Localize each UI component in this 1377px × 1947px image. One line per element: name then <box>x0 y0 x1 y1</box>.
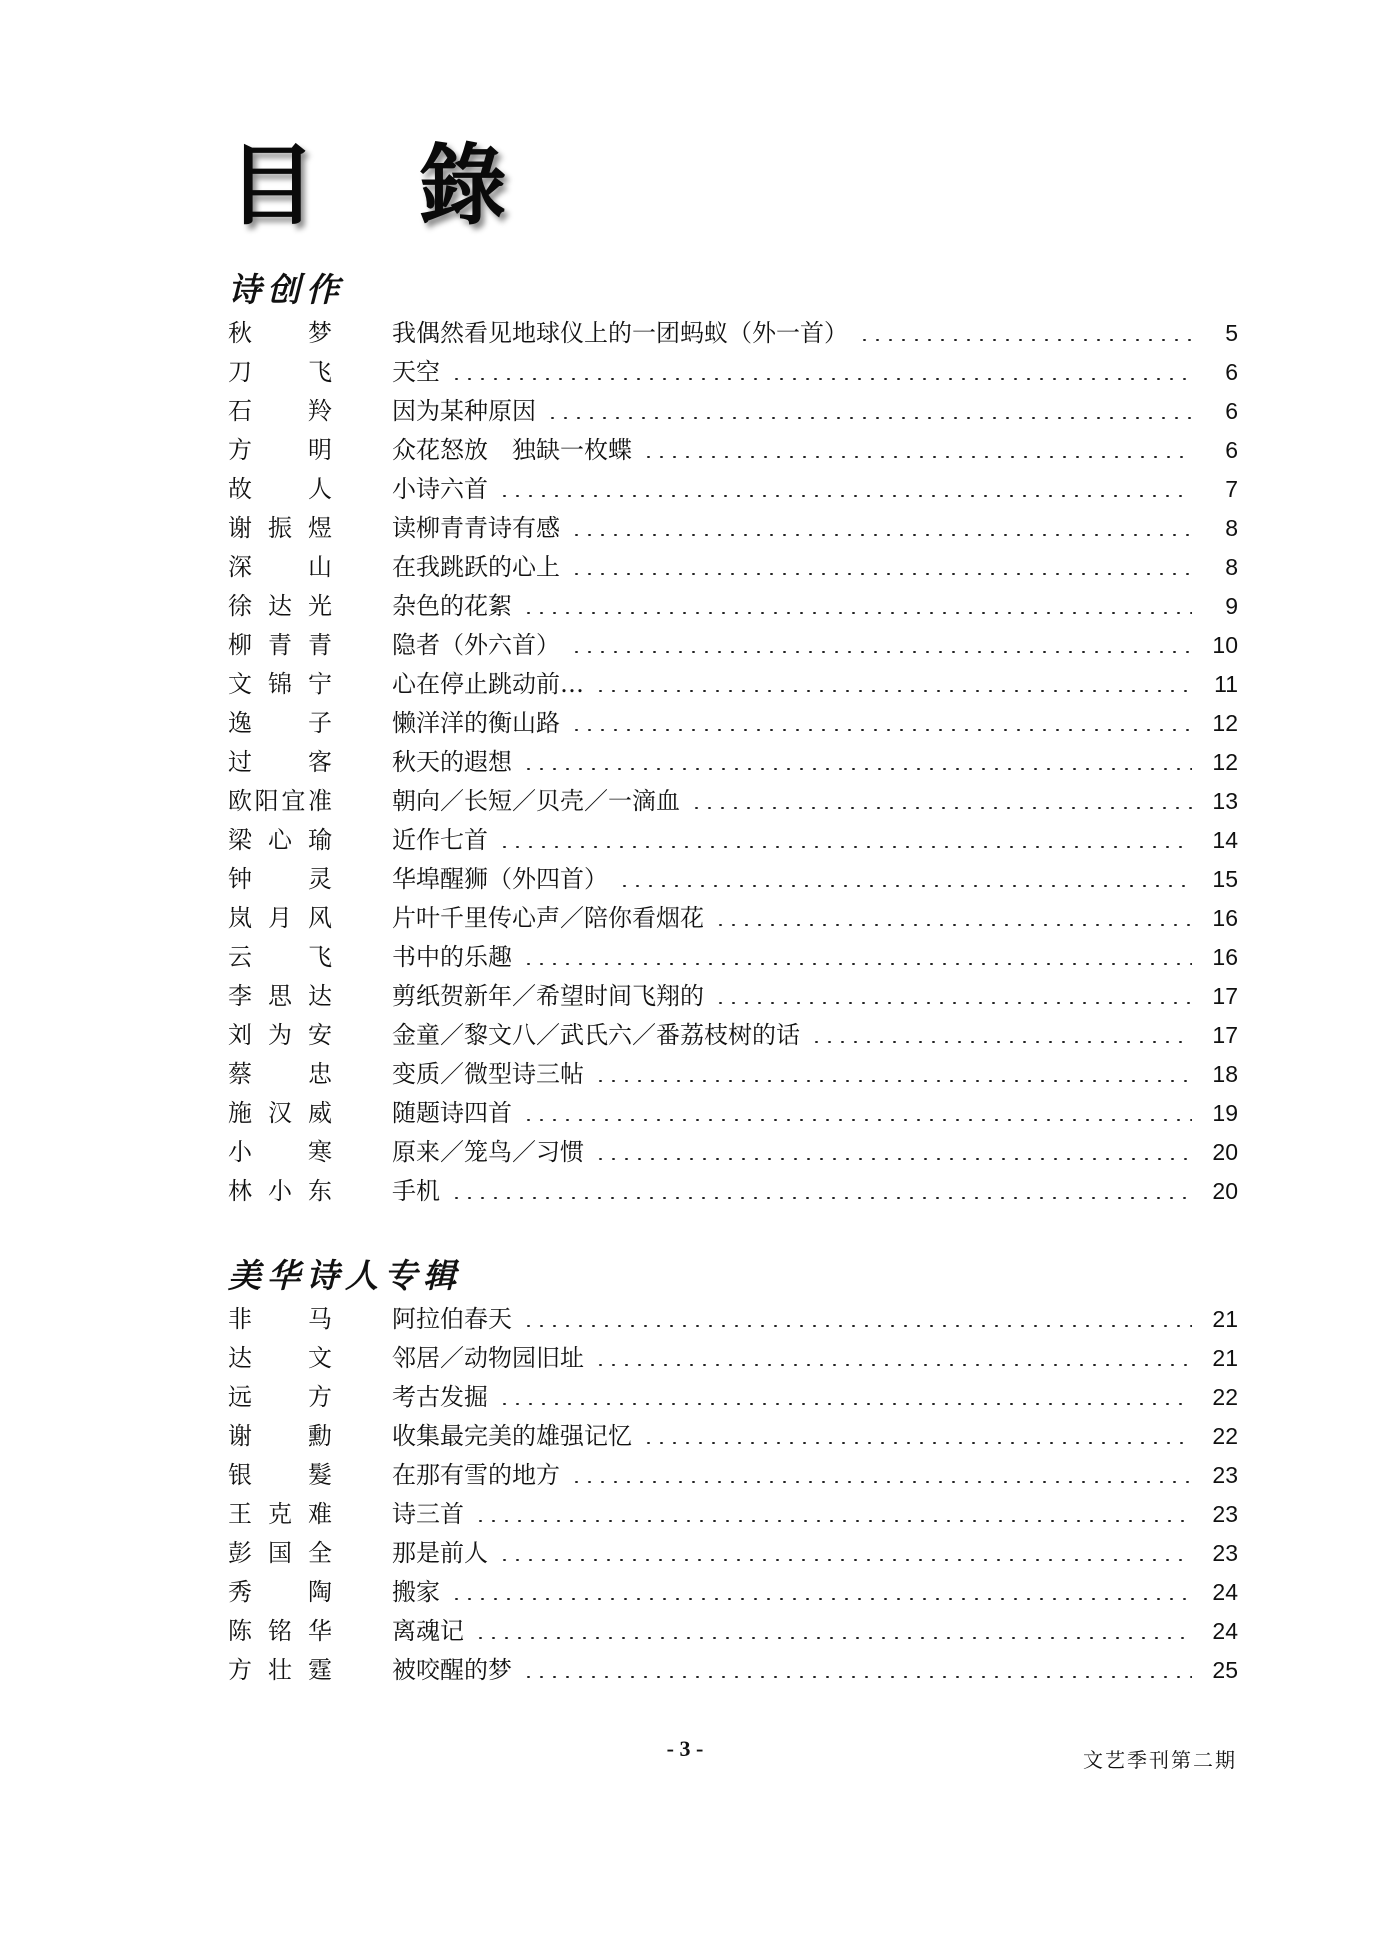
toc-work-wrap <box>392 1651 1198 1690</box>
dot-leader <box>810 1041 1192 1043</box>
toc-entry[interactable] <box>228 587 1238 626</box>
toc-entry[interactable] <box>228 353 1238 392</box>
toc-author: 刘为安 <box>228 1021 332 1049</box>
toc-work-title: 搬家 <box>392 1578 440 1606</box>
toc-work-wrap <box>392 1534 1198 1573</box>
dot-leader <box>690 807 1192 809</box>
toc-work-title: 阿拉伯春天 <box>392 1305 512 1333</box>
toc-entry[interactable] <box>228 314 1238 353</box>
toc-entry[interactable] <box>228 392 1238 431</box>
toc-author: 非马 <box>228 1305 332 1333</box>
toc-page-number: 8 <box>1225 515 1238 541</box>
toc-work-wrap <box>392 548 1198 587</box>
toc-work-title: 考古发掘 <box>392 1383 488 1411</box>
toc-work-title: 随题诗四首 <box>392 1099 512 1127</box>
toc-work-title: 收集最完美的雄强记忆 <box>392 1422 632 1450</box>
toc-author: 钟灵 <box>228 865 332 893</box>
toc-author: 李思达 <box>228 982 332 1010</box>
toc-work-title: 杂色的花絮 <box>392 592 512 620</box>
toc-page-number: 7 <box>1225 476 1238 502</box>
section-heading: 美华诗人专辑 <box>228 1256 462 1295</box>
toc-author: 谢振煜 <box>228 514 332 542</box>
toc-work-wrap <box>392 353 1198 392</box>
toc-entry[interactable] <box>228 1651 1238 1690</box>
toc-author: 柳青青 <box>228 631 332 659</box>
dot-leader <box>498 495 1192 497</box>
toc-page-number: 18 <box>1212 1061 1238 1087</box>
dot-leader <box>570 573 1192 575</box>
toc-work-wrap <box>392 860 1198 899</box>
toc-work-title: 在那有雪的地方 <box>392 1461 560 1489</box>
toc-page-number: 21 <box>1212 1306 1238 1332</box>
dot-leader <box>642 1442 1192 1444</box>
toc-author: 银髮 <box>228 1461 332 1489</box>
toc-author: 远方 <box>228 1383 332 1411</box>
toc-entry[interactable] <box>228 509 1238 548</box>
toc-entry[interactable] <box>228 470 1238 509</box>
dot-leader <box>522 1676 1192 1678</box>
toc-author: 秋梦 <box>228 319 332 347</box>
toc-list <box>228 1300 1238 1690</box>
toc-page-number: 15 <box>1212 866 1238 892</box>
toc-entry[interactable] <box>228 782 1238 821</box>
toc-page-number: 21 <box>1212 1345 1238 1371</box>
toc-work-wrap <box>392 704 1198 743</box>
dot-leader <box>570 534 1192 536</box>
toc-page-number: 25 <box>1212 1657 1238 1683</box>
dot-leader <box>522 1119 1192 1121</box>
toc-entry[interactable] <box>228 1300 1238 1339</box>
toc-work-wrap <box>392 509 1198 548</box>
toc-work-wrap <box>392 1339 1198 1378</box>
toc-page-number: 23 <box>1212 1540 1238 1566</box>
toc-entry[interactable] <box>228 431 1238 470</box>
toc-work-title: 诗三首 <box>392 1500 464 1528</box>
toc-entry[interactable] <box>228 626 1238 665</box>
toc-work-title: 秋天的遐想 <box>392 748 512 776</box>
toc-work-title: 变质／微型诗三帖 <box>392 1060 584 1088</box>
toc-work-wrap <box>392 743 1198 782</box>
toc-entry[interactable] <box>228 1612 1238 1651</box>
toc-page-number: 12 <box>1212 749 1238 775</box>
toc-author: 梁心瑜 <box>228 826 332 854</box>
dot-leader <box>522 963 1192 965</box>
toc-page-number: 17 <box>1212 1022 1238 1048</box>
toc-work-title: 邻居／动物园旧址 <box>392 1344 584 1372</box>
toc-work-wrap <box>392 314 1198 353</box>
dot-leader <box>570 651 1192 653</box>
toc-entry[interactable] <box>228 548 1238 587</box>
toc-page-number: 6 <box>1225 359 1238 385</box>
toc-author: 故人 <box>228 475 332 503</box>
dot-leader <box>522 1325 1192 1327</box>
toc-entry[interactable] <box>228 1172 1238 1211</box>
toc-page-number: 24 <box>1212 1618 1238 1644</box>
toc-author: 欧阳宜准 <box>228 787 332 815</box>
toc-work-title: 懒洋洋的衡山路 <box>392 709 560 737</box>
section-heading: 诗创作 <box>228 270 345 309</box>
toc-work-wrap <box>392 431 1198 470</box>
dot-leader <box>522 612 1192 614</box>
toc-author: 陈铭华 <box>228 1617 332 1645</box>
dot-leader <box>714 924 1192 926</box>
toc-entry[interactable] <box>228 1456 1238 1495</box>
toc-work-title: 被咬醒的梦 <box>392 1656 512 1684</box>
dot-leader <box>450 378 1192 380</box>
toc-author: 逸子 <box>228 709 332 737</box>
toc-author: 方壮霆 <box>228 1656 332 1684</box>
toc-entry[interactable] <box>228 1534 1238 1573</box>
toc-page-number: 20 <box>1212 1139 1238 1165</box>
toc-entry[interactable] <box>228 899 1238 938</box>
toc-work-title: 在我跳跃的心上 <box>392 553 560 581</box>
toc-work-title: 隐者（外六首） <box>392 631 560 659</box>
dot-leader <box>474 1637 1192 1639</box>
toc-page-number: 16 <box>1212 944 1238 970</box>
toc-work-title: 剪纸贺新年／希望时间飞翔的 <box>392 982 704 1010</box>
toc-page-number: 23 <box>1212 1462 1238 1488</box>
toc-work-wrap <box>392 782 1198 821</box>
toc-author: 深山 <box>228 553 332 581</box>
toc-section-us-poets <box>228 1254 1238 1690</box>
toc-work-title: 片叶千里传心声／陪你看烟花 <box>392 904 704 932</box>
toc-author: 蔡忠 <box>228 1060 332 1088</box>
dot-leader <box>618 885 1192 887</box>
dot-leader <box>570 1481 1192 1483</box>
toc-work-wrap <box>392 1573 1198 1612</box>
dot-leader <box>450 1197 1192 1199</box>
toc-work-wrap <box>392 1172 1198 1211</box>
toc-entry[interactable] <box>228 1378 1238 1417</box>
toc-author: 施汉威 <box>228 1099 332 1127</box>
toc-work-wrap <box>392 1495 1198 1534</box>
toc-author: 方明 <box>228 436 332 464</box>
toc-author: 石羚 <box>228 397 332 425</box>
dot-leader <box>498 1403 1192 1405</box>
toc-author: 小寒 <box>228 1138 332 1166</box>
dot-leader <box>570 729 1192 731</box>
toc-page-number: 24 <box>1212 1579 1238 1605</box>
toc-page-number: 20 <box>1212 1178 1238 1204</box>
dot-leader <box>498 1559 1192 1561</box>
toc-work-title: 众花怒放 独缺一枚蝶 <box>392 436 632 464</box>
toc-author: 过客 <box>228 748 332 776</box>
toc-work-wrap <box>392 1055 1198 1094</box>
toc-work-title: 书中的乐趣 <box>392 943 512 971</box>
toc-page-number: 22 <box>1212 1384 1238 1410</box>
toc-work-wrap <box>392 977 1198 1016</box>
toc-author: 林小东 <box>228 1177 332 1205</box>
toc-work-wrap <box>392 1378 1198 1417</box>
toc-author: 秀陶 <box>228 1578 332 1606</box>
dot-leader <box>450 1598 1192 1600</box>
dot-leader <box>858 339 1192 341</box>
toc-author: 云飞 <box>228 943 332 971</box>
toc-entry[interactable] <box>228 704 1238 743</box>
journal-name: 文艺季刊第二期 <box>1083 1748 1237 1772</box>
toc-work-title: 原来／笼鸟／习惯 <box>392 1138 584 1166</box>
toc-work-wrap <box>392 470 1198 509</box>
toc-page-number: 5 <box>1225 320 1238 346</box>
dot-leader <box>714 1002 1192 1004</box>
toc-work-title: 手机 <box>392 1177 440 1205</box>
toc-work-wrap <box>392 938 1198 977</box>
toc-work-wrap <box>392 1016 1198 1055</box>
toc-page-number: 23 <box>1212 1501 1238 1527</box>
toc-author: 谢勳 <box>228 1422 332 1450</box>
toc-work-wrap <box>392 1417 1198 1456</box>
toc-page-number: 17 <box>1212 983 1238 1009</box>
toc-work-wrap <box>392 1133 1198 1172</box>
toc-list <box>228 314 1238 1211</box>
toc-page-number: 16 <box>1212 905 1238 931</box>
toc-entry[interactable] <box>228 743 1238 782</box>
dot-leader <box>498 846 1192 848</box>
toc-author: 彭国全 <box>228 1539 332 1567</box>
toc-page-number: 14 <box>1212 827 1238 853</box>
toc-entry[interactable] <box>228 977 1238 1016</box>
toc-work-wrap <box>392 1094 1198 1133</box>
dot-leader <box>546 417 1192 419</box>
toc-work-title: 华埠醒狮（外四首） <box>392 865 608 893</box>
toc-page-number: 12 <box>1212 710 1238 736</box>
toc-author: 达文 <box>228 1344 332 1372</box>
toc-page-number: 19 <box>1212 1100 1238 1126</box>
toc-section-poetry <box>228 268 1238 1211</box>
toc-work-wrap <box>392 1300 1198 1339</box>
toc-work-wrap <box>392 587 1198 626</box>
toc-entry[interactable] <box>228 860 1238 899</box>
toc-work-wrap <box>392 1456 1198 1495</box>
toc-author: 刀飞 <box>228 358 332 386</box>
dot-leader <box>594 1364 1192 1366</box>
toc-entry[interactable] <box>228 665 1238 704</box>
dot-leader <box>522 768 1192 770</box>
toc-work-wrap <box>392 392 1198 431</box>
toc-work-wrap <box>392 899 1198 938</box>
toc-entry[interactable] <box>228 1495 1238 1534</box>
toc-work-title: 读柳青青诗有感 <box>392 514 560 542</box>
dot-leader <box>474 1520 1192 1522</box>
toc-entry[interactable] <box>228 1133 1238 1172</box>
toc-work-title: 近作七首 <box>392 826 488 854</box>
dot-leader <box>594 690 1192 692</box>
toc-author: 文锦宁 <box>228 670 332 698</box>
toc-work-title: 离魂记 <box>392 1617 464 1645</box>
toc-page-number: 6 <box>1225 398 1238 424</box>
toc-work-title: 朝向／长短／贝壳／一滴血 <box>392 787 680 815</box>
toc-page-number: 6 <box>1225 437 1238 463</box>
dot-leader <box>642 456 1192 458</box>
toc-page-number: 9 <box>1225 593 1238 619</box>
toc-page-number: 8 <box>1225 554 1238 580</box>
toc-entry[interactable] <box>228 1055 1238 1094</box>
toc-work-wrap <box>392 665 1198 704</box>
dot-leader <box>594 1080 1192 1082</box>
toc-entry[interactable] <box>228 821 1238 860</box>
toc-work-title: 心在停止跳动前… <box>392 670 584 698</box>
toc-entry[interactable] <box>228 938 1238 977</box>
toc-work-title: 我偶然看见地球仪上的一团蚂蚁（外一首） <box>392 319 848 347</box>
toc-work-title: 金童／黎文八／武氏六／番荔枝树的话 <box>392 1021 800 1049</box>
toc-work-wrap <box>392 821 1198 860</box>
toc-entry[interactable] <box>228 1339 1238 1378</box>
toc-author: 王克难 <box>228 1500 332 1528</box>
toc-author: 徐达光 <box>228 592 332 620</box>
toc-page-number: 11 <box>1214 671 1238 697</box>
toc-work-title: 因为某种原因 <box>392 397 536 425</box>
toc-entry[interactable] <box>228 1016 1238 1055</box>
toc-entry[interactable] <box>228 1094 1238 1133</box>
dot-leader <box>594 1158 1192 1160</box>
page-title: 目 錄 <box>228 134 543 237</box>
toc-work-title: 那是前人 <box>392 1539 488 1567</box>
toc-author: 岚月风 <box>228 904 332 932</box>
toc-work-title: 天空 <box>392 358 440 386</box>
toc-work-wrap <box>392 1612 1198 1651</box>
toc-entry[interactable] <box>228 1573 1238 1612</box>
toc-page-number: 13 <box>1212 788 1238 814</box>
toc-entry[interactable] <box>228 1417 1238 1456</box>
page-number: - 3 - <box>666 1736 704 1761</box>
toc-work-wrap <box>392 626 1198 665</box>
toc-work-title: 小诗六首 <box>392 475 488 503</box>
toc-page-number: 10 <box>1212 632 1238 658</box>
toc-page-number: 22 <box>1212 1423 1238 1449</box>
